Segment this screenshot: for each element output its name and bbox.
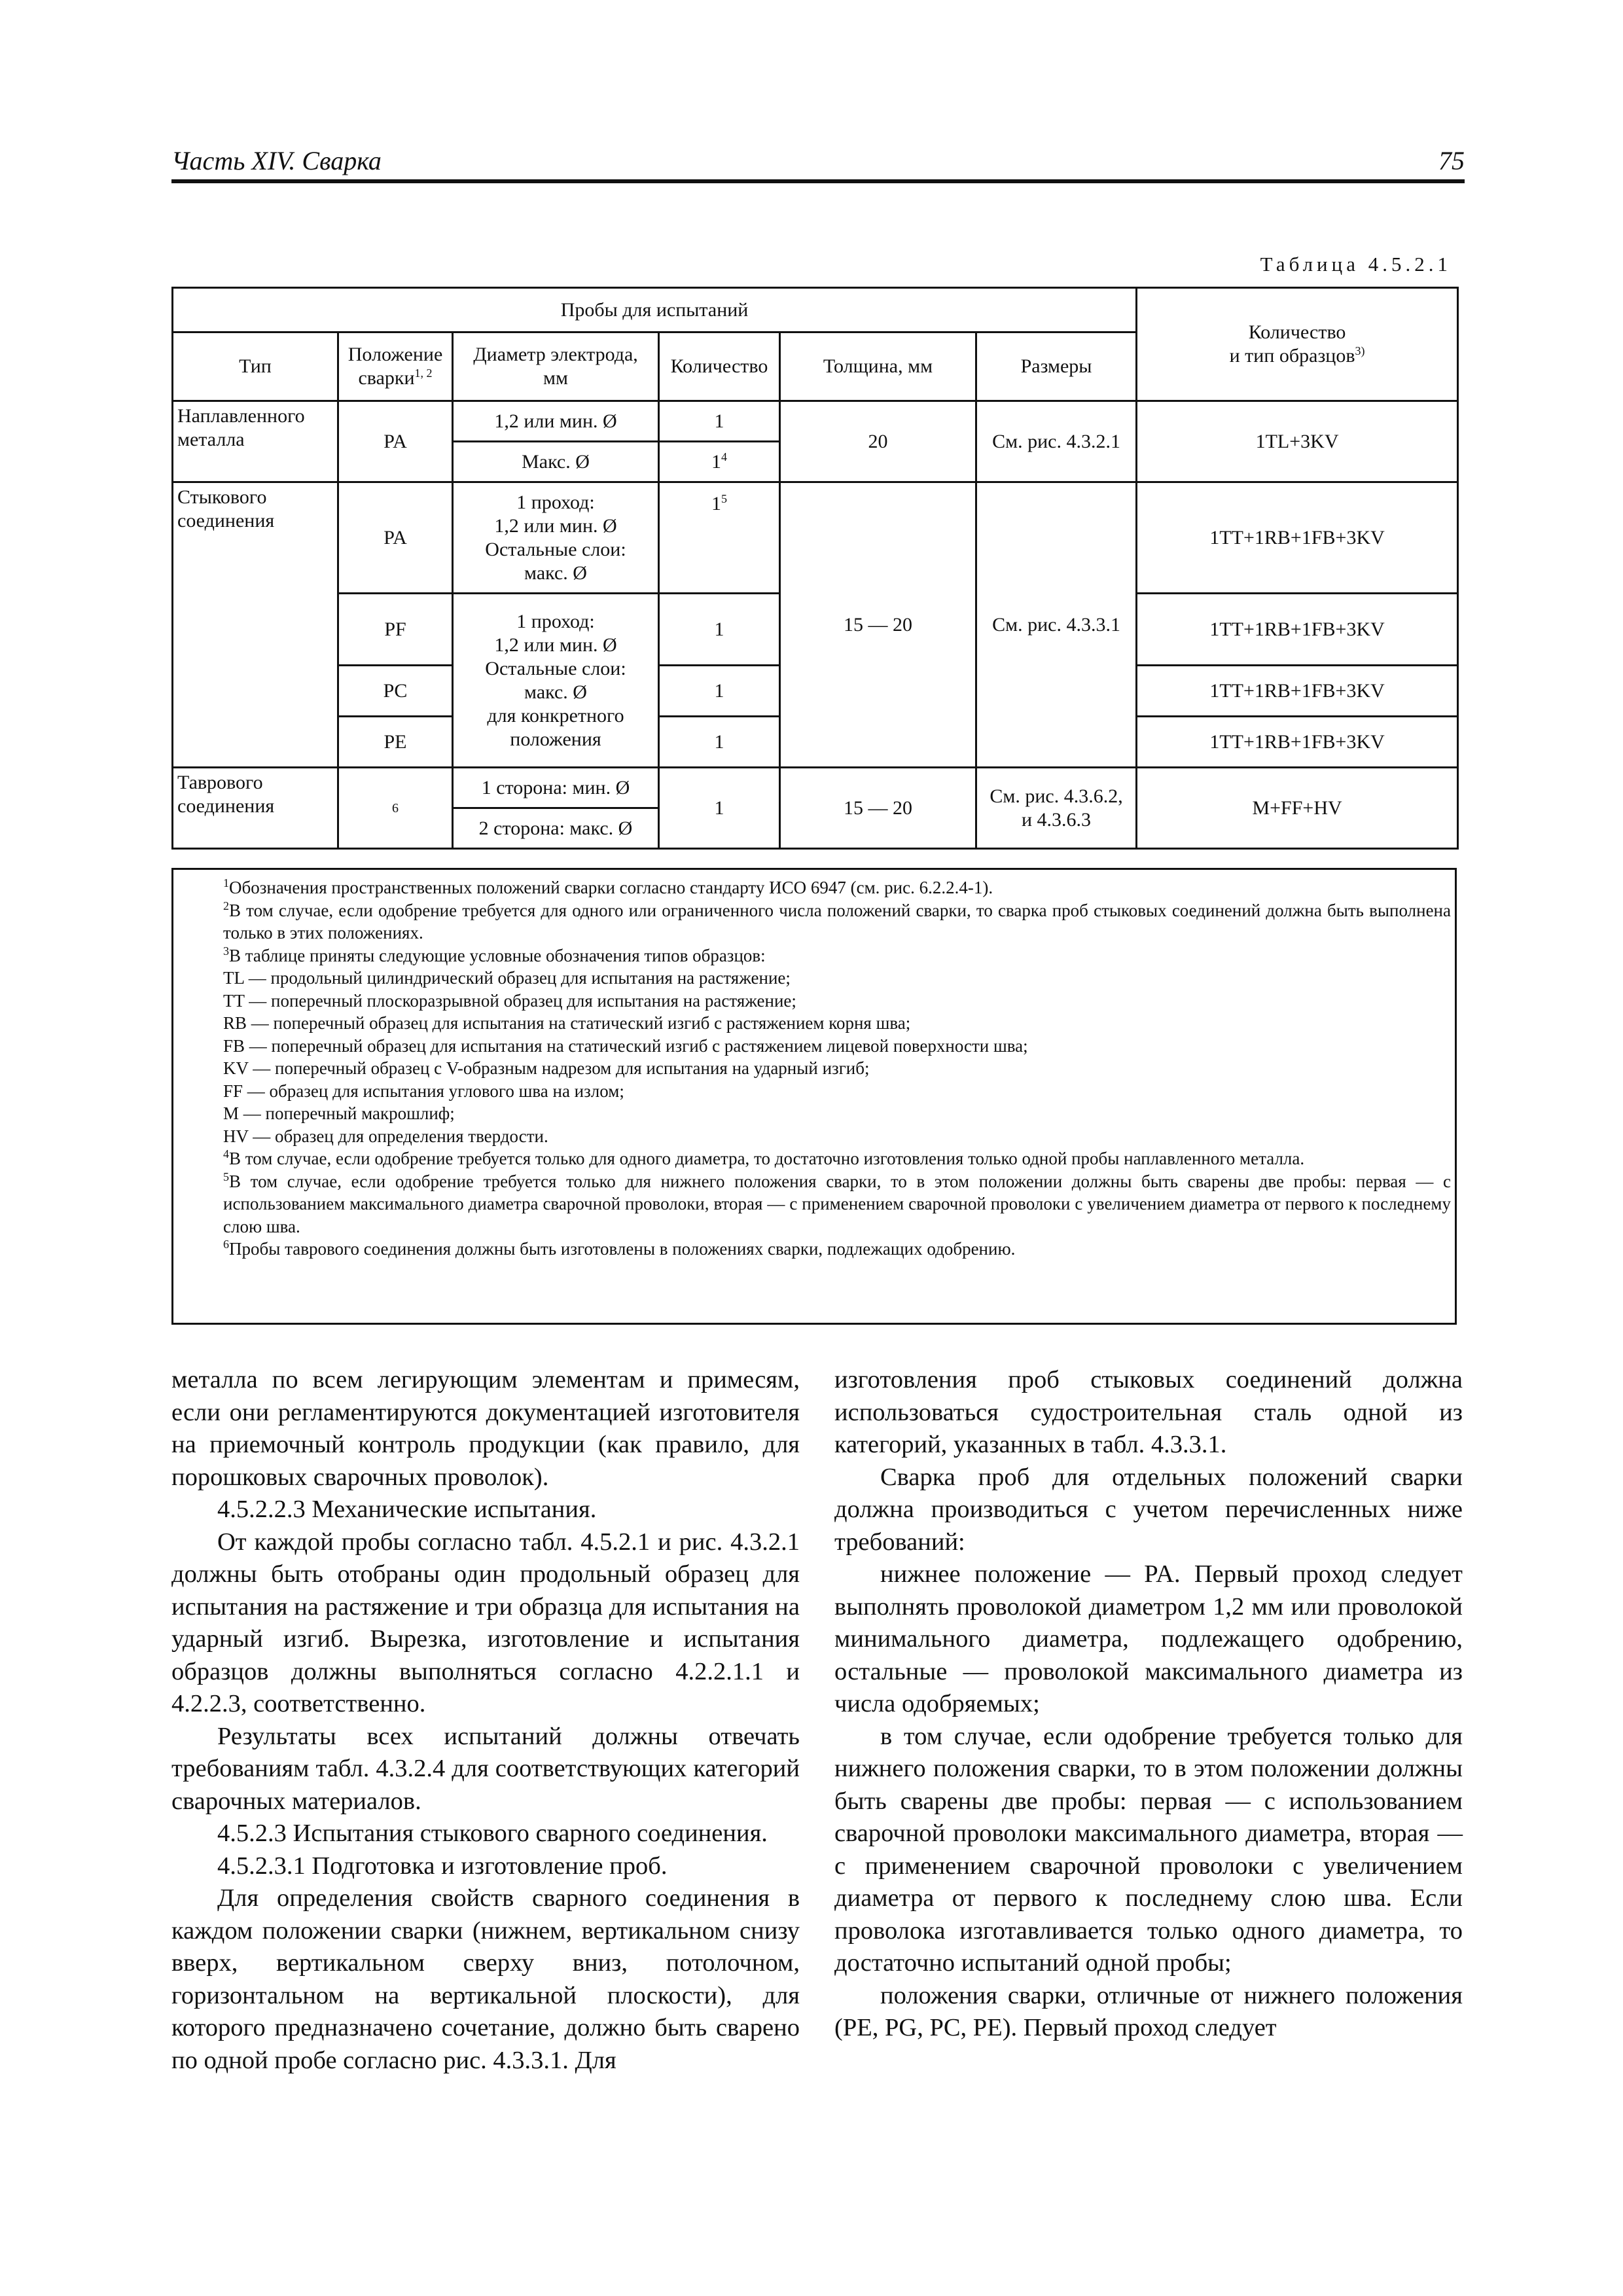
legend-kv: KV — поперечный образец с V-образным надрезом для испытания на ударный изгиб; xyxy=(223,1058,870,1078)
table-footnotes xyxy=(171,868,1457,1325)
pos-pe: PE xyxy=(338,717,453,768)
diam-tee-2: 2 сторона: макс. Ø xyxy=(453,808,659,849)
right-para-3: нижнее положение — PA. Первый проход следует выполнять проволокой диаметром 1,2 мм или проволокой минимального диаметра, подлежащего одобрению, остальные — проволокой максимального диаметра из числа одобряемых; xyxy=(834,1560,1463,1717)
diam-deposited-1: 1,2 или мин. Ø xyxy=(453,401,659,442)
qty-tee: 1 xyxy=(659,768,780,849)
qty-deposited-1: 1 xyxy=(659,401,780,442)
type-header: Тип xyxy=(173,332,338,401)
size-deposited: См. рис. 4.3.2.1 xyxy=(976,401,1137,482)
left-para-7: Для определения свойств сварного соединения в каждом положении сварки (нижнем, вертикальном снизу вверх, вертикальном сверху вниз, потолочном, горизонтальном на вертикальной плоскости), для которого предназначено сочетание, должно быть сварено по одной пробе согласно рис. 4.3.3.1. Для xyxy=(171,1884,800,2074)
header-rule xyxy=(171,179,1465,183)
specimen-table xyxy=(171,287,1459,850)
spec-tee: M+FF+HV xyxy=(1137,768,1458,849)
thick-deposited: 20 xyxy=(780,401,976,482)
page-header xyxy=(171,145,1465,179)
footnote-5: $^5$В том случае, если одобрение требуется только для нижнего положения сварки, то в этом положении должны быть сварены две пробы: первая — с использованием максимального диаметра сварочной проволоки, вторая — с применением сварочной проволоки с увеличением диаметра от первого к последнему слою шва. xyxy=(223,1170,1451,1236)
qty-deposited-2: $1^4$ xyxy=(659,442,780,482)
qty-pa: $1^5$ xyxy=(659,482,780,594)
thickness-header: Толщина, мм xyxy=(780,332,976,401)
spec-pe: 1TT+1RB+1FB+3KV xyxy=(1137,717,1458,768)
legend-m: M — поперечный макрошлиф; xyxy=(223,1103,455,1123)
right-para-5: положения сварки, отличные от нижнего положения (PE, PG, PC, PE). Первый проход следует xyxy=(834,1981,1463,2041)
qty-pc: 1 xyxy=(659,666,780,717)
qty-type-header: Количество и тип образцов$^{3)}$ xyxy=(1137,288,1458,401)
section-4-5-2-2-3: 4.5.2.2.3 Механические испытания. xyxy=(217,1496,597,1523)
pos-pf: PF xyxy=(338,594,453,666)
footnote-1: $^1$Обозначения пространственных положений сварки согласно стандарту ИСО 6947 (см. рис. 6.2.2.4-1). xyxy=(223,876,993,897)
diam-pf-pc-pe: 1 проход: 1,2 или мин. Ø Остальные слои: макс. Ø для конкретного положения xyxy=(453,594,659,768)
spec-pa: 1TT+1RB+1FB+3KV xyxy=(1137,482,1458,594)
diameter-header: Диаметр электрода, мм xyxy=(453,332,659,401)
footnote-4: $^4$В том случае, если одобрение требуется только для одного диаметра, то достаточно изготовления только одной пробы наплавленного металла. xyxy=(223,1147,1305,1168)
legend-rb: RB — поперечный образец для испытания на статический изгиб с растяжением корня шва; xyxy=(223,1013,911,1033)
pos-pc: PC xyxy=(338,666,453,717)
qty-pe: 1 xyxy=(659,717,780,768)
thick-butt: 15 — 20 xyxy=(780,482,976,768)
diam-pa: 1 проход: 1,2 или мин. Ø Остальные слои: макс. Ø xyxy=(453,482,659,594)
type-deposited: Наплавленного металла xyxy=(173,401,338,482)
diam-deposited-2: Макс. Ø xyxy=(453,442,659,482)
pos-tee: 6 xyxy=(338,768,453,849)
quantity-header: Количество xyxy=(659,332,780,401)
footnote-6: $^6$Пробы таврового соединения должны быть изготовлены в положениях сварки, подлежащих одобрению. xyxy=(223,1238,1016,1259)
qty-pf: 1 xyxy=(659,594,780,666)
legend-hv: HV — образец для определения твердости. xyxy=(223,1126,548,1146)
spec-pf: 1TT+1RB+1FB+3KV xyxy=(1137,594,1458,666)
section-4-5-2-3: 4.5.2.3 Испытания стыкового сварного соединения. xyxy=(217,1820,768,1847)
left-column xyxy=(171,1364,800,2077)
legend-tl: TL — продольный цилиндрический образец для испытания на растяжение; xyxy=(223,968,791,988)
diam-tee-1: 1 сторона: мин. Ø xyxy=(453,768,659,808)
legend-tt: TT — поперечный плоскоразрывной образец для испытания на растяжение; xyxy=(223,990,796,1011)
footnote-3: $^3$В таблице приняты следующие условные обозначения типов образцов: xyxy=(223,944,766,965)
legend-fb: FB — поперечный образец для испытания на статический изгиб с растяжением лицевой поверхности шва; xyxy=(223,1035,1028,1056)
running-title: Часть XIV. Сварка xyxy=(171,146,382,175)
page-number: 75 xyxy=(1438,146,1465,175)
type-tee: Таврового соединения xyxy=(173,768,338,849)
right-para-2: Сварка проб для отдельных положений сварки должна производиться с учетом перечисленных ниже требований: xyxy=(834,1463,1463,1556)
type-butt: Стыкового соединения xyxy=(173,482,338,768)
group-header: Пробы для испытаний xyxy=(173,288,1137,332)
left-para-1: металла по всем легирующим элементам и примесям, если они регламентируются документацией изготовителя на приемочный контроль продукции (как правило, для порошковых сварочных проволок). xyxy=(171,1366,800,1491)
size-butt: См. рис. 4.3.3.1 xyxy=(976,482,1137,768)
legend-ff: FF — образец для испытания углового шва на излом; xyxy=(223,1081,624,1101)
footnote-2: $^2$В том случае, если одобрение требуется для одного или ограниченного числа положений сварки, то сварка проб стыковых соединений должна быть выполнена только в этих положениях. xyxy=(223,899,1451,942)
right-column xyxy=(834,1364,1463,2045)
sizes-header: Размеры xyxy=(976,332,1137,401)
pos-deposited: PA xyxy=(338,401,453,482)
right-para-4: в том случае, если одобрение требуется только для нижнего положения сварки, то в этом положении должны быть сварены две пробы: первая — с использованием сварочной проволоки максимального диаметра, вторая — с применением сварочной проволоки с увеличением диаметра от первого к последнему слою шва. Если проволока изготавливается только одного диаметра, то достаточно испытаний одной пробы; xyxy=(834,1722,1463,1977)
left-para-3: От каждой пробы согласно табл. 4.5.2.1 и рис. 4.3.2.1 должны быть отобраны один продольный образец для испытания на растяжение и три образца для испытания на ударный изгиб. Вырезка, изготовление и испытания образцов должны выполняться согласно 4.2.2.1.1 и 4.2.2.3, соответственно. xyxy=(171,1528,800,1717)
size-tee: См. рис. 4.3.6.2, и 4.3.6.3 xyxy=(976,768,1137,849)
thick-tee: 15 — 20 xyxy=(780,768,976,849)
right-para-1: изготовления проб стыковых соединений должна использоваться судостроительная сталь одной из категорий, указанных в табл. 4.3.3.1. xyxy=(834,1366,1463,1458)
spec-pc: 1TT+1RB+1FB+3KV xyxy=(1137,666,1458,717)
pos-pa: PA xyxy=(338,482,453,594)
section-4-5-2-3-1: 4.5.2.3.1 Подготовка и изготовление проб. xyxy=(217,1852,668,1880)
spec-deposited: 1TL+3KV xyxy=(1137,401,1458,482)
left-para-4: Результаты всех испытаний должны отвечать требованиям табл. 4.3.2.4 для соответствующих категорий сварочных материалов. xyxy=(171,1722,800,1815)
table-caption: Таблица 4.5.2.1 xyxy=(1260,253,1452,276)
position-header: Положение сварки$^{1, 2}$ xyxy=(338,332,453,401)
